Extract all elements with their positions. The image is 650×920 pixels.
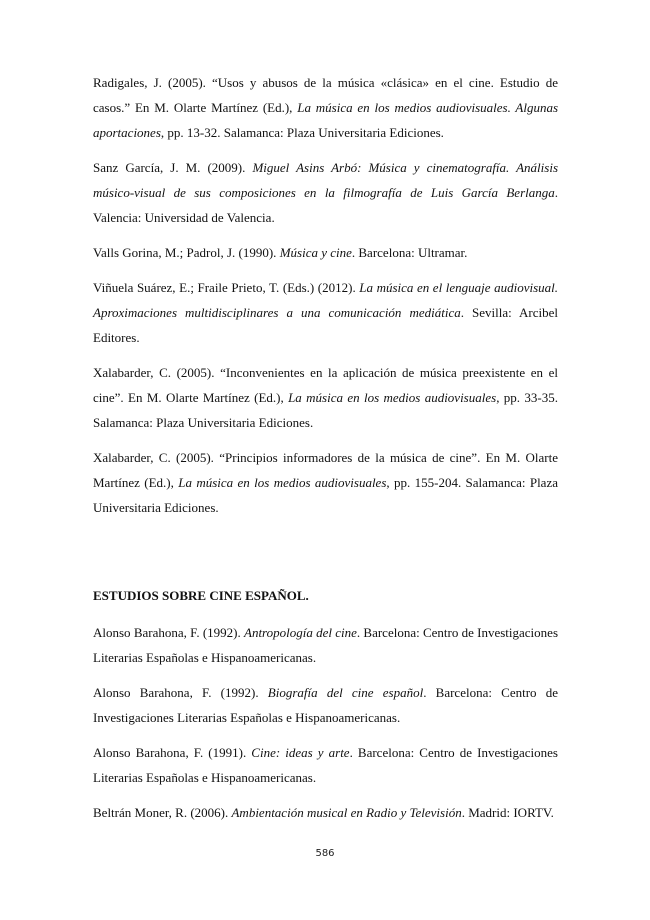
- reference-text: . Valencia: Universidad de Valencia.: [93, 185, 558, 225]
- reference-text: Xalabarder, C. (2005). “Principios informadores de la música de cine”. En M. Olarte Martínez (Ed.),: [93, 450, 558, 490]
- reference-title: La música en los medios audiovisuales: [178, 475, 387, 490]
- reference-text: Radigales, J. (2005). “Usos y abusos de la música «clásica» en el cine. Estudio de casos.” En M. Olarte Martínez (Ed.),: [93, 75, 558, 115]
- reference-text: . Madrid: IORTV.: [461, 805, 554, 820]
- reference-title: Cine: ideas y arte: [251, 745, 350, 760]
- reference-text: Valls Gorina, M.; Padrol, J. (1990).: [93, 245, 280, 260]
- reference-entry: [93, 360, 558, 435]
- reference-entry: [93, 240, 558, 265]
- reference-entry: [93, 70, 558, 145]
- reference-entry: [93, 275, 558, 350]
- reference-text: Alonso Barahona, F. (1992).: [93, 625, 244, 640]
- reference-title: Música y cine: [279, 245, 352, 260]
- reference-text: , pp. 155-204. Salamanca: Plaza Universitaria Ediciones.: [93, 475, 558, 515]
- reference-text: Beltrán Moner, R. (2006).: [93, 805, 232, 820]
- page-number: 586: [315, 848, 335, 859]
- reference-entry: [93, 620, 558, 670]
- reference-text: Sanz García, J. M. (2009).: [93, 160, 253, 175]
- reference-title: Miguel Asins Arbó: Música y cinematografía. Análisis músico-visual de sus composiciones en la filmografía de Luis García Berlanga: [93, 160, 558, 200]
- section-heading: ESTUDIOS SOBRE CINE ESPAÑOL.: [93, 588, 309, 603]
- reference-list-bottom: [93, 620, 558, 835]
- reference-title: Antropología del cine: [244, 625, 357, 640]
- reference-text: Viñuela Suárez, E.; Fraile Prieto, T. (Eds.) (2012).: [93, 280, 360, 295]
- reference-text: Alonso Barahona, F. (1992).: [93, 685, 268, 700]
- reference-entry: [93, 740, 558, 790]
- reference-entry: [93, 445, 558, 520]
- reference-text: . Barcelona: Centro de Investigaciones Literarias Españolas e Hispanoamericanas.: [93, 625, 558, 665]
- reference-title: La música en los medios audiovisuales. Algunas aportaciones: [93, 100, 559, 140]
- reference-entry: [93, 155, 558, 230]
- reference-text: . Sevilla: Arcibel Editores.: [93, 305, 558, 345]
- reference-text: . Barcelona: Ultramar.: [351, 245, 468, 260]
- reference-title: Biografía del cine español: [267, 685, 424, 700]
- reference-text: Alonso Barahona, F. (1991).: [93, 745, 252, 760]
- reference-title: La música en los medios audiovisuales: [288, 390, 497, 405]
- reference-text: . Barcelona: Centro de Investigaciones Literarias Españolas e Hispanoamericanas.: [93, 685, 559, 725]
- reference-title: Ambientación musical en Radio y Televisión: [231, 805, 462, 820]
- reference-text: , pp. 13-32. Salamanca: Plaza Universitaria Ediciones.: [160, 125, 444, 140]
- reference-entry: [93, 800, 558, 825]
- reference-text: Xalabarder, C. (2005). “Inconvenientes en la aplicación de música preexistente en el cine”. En M. Olarte Martínez (Ed.),: [93, 365, 558, 405]
- reference-list-top: [93, 70, 558, 530]
- reference-entry: [93, 680, 558, 730]
- reference-text: , pp. 33-35. Salamanca: Plaza Universitaria Ediciones.: [93, 390, 558, 430]
- reference-title: La música en el lenguaje audiovisual. Aproximaciones multidisciplinares a una comunicación mediática: [93, 280, 558, 320]
- reference-text: . Barcelona: Centro de Investigaciones Literarias Españolas e Hispanoamericanas.: [93, 745, 558, 785]
